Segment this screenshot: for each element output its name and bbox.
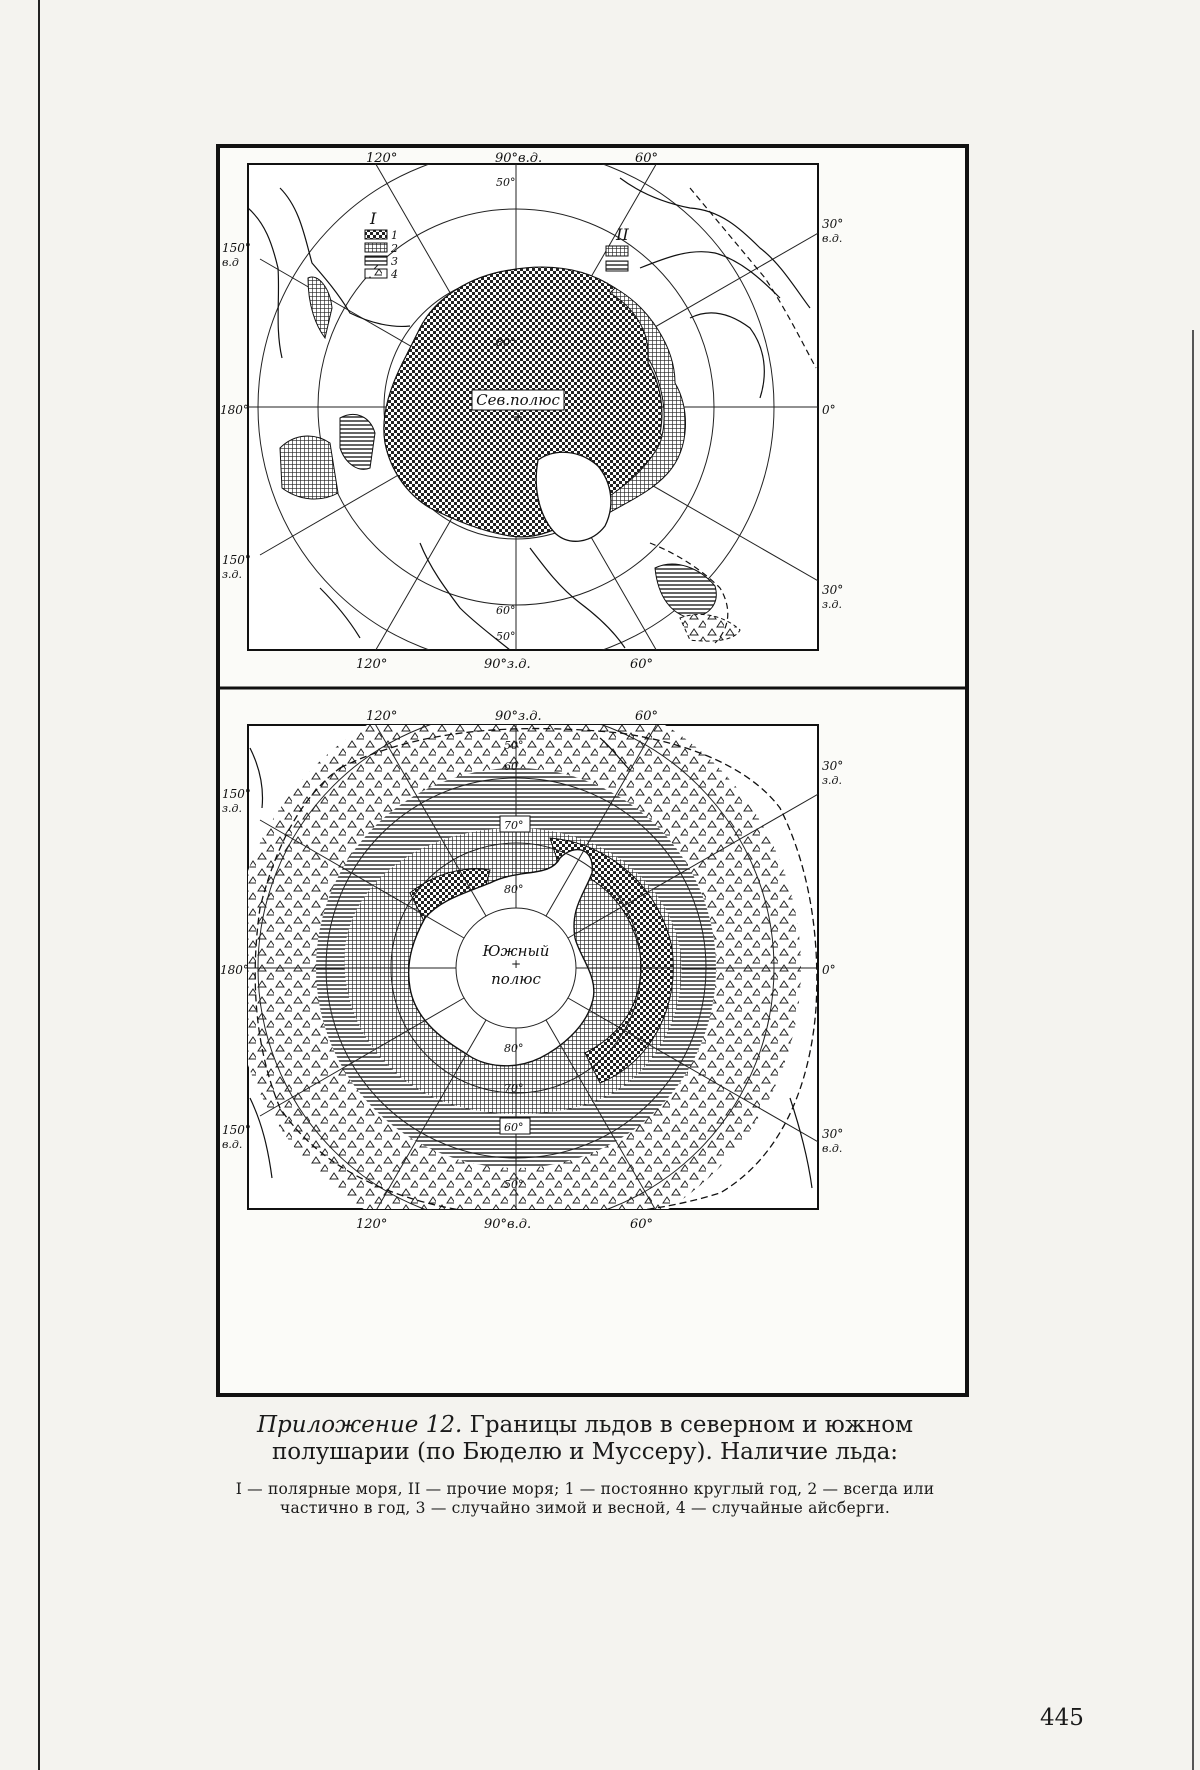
south-right-label: з.д.: [822, 774, 842, 787]
south-bottom-label: 120°: [356, 1217, 388, 1232]
south-lat-label: 60°: [504, 1121, 524, 1134]
south-bottom-label: 60°: [630, 1217, 654, 1232]
north-right-label: 0°: [822, 403, 836, 417]
page-edge-rule: [1192, 330, 1194, 1770]
north-pole-mark: +: [512, 410, 524, 424]
south-lat-label: 80°: [504, 883, 524, 896]
legend-item-1: 1: [391, 229, 398, 242]
page-margin-rule: [38, 0, 40, 1770]
north-left-label: з.д.: [222, 568, 242, 581]
south-lat-label: 80°: [504, 1042, 524, 1055]
north-bottom-label: 120°: [356, 657, 388, 672]
legend-item-3: 3: [391, 255, 398, 268]
south-left-label: в.д.: [222, 1138, 243, 1151]
south-pole-mark: +: [510, 957, 522, 971]
north-bottom-label: 90°з.д.: [484, 657, 531, 672]
south-top-label: 60°: [635, 709, 659, 724]
page-number: 445: [1040, 1705, 1084, 1731]
caption-text: Границы льдов в северном и южном полушарии (по Бюделю и Муссеру). Наличие льда:: [271, 1412, 914, 1465]
north-top-label: 90°в.д.: [495, 151, 543, 166]
north-left-label: в.д: [222, 256, 239, 269]
north-right-label: в.д.: [822, 232, 843, 245]
south-pole-label: полюс: [491, 970, 541, 988]
north-bottom-label: 60°: [630, 657, 654, 672]
north-right-label: з.д.: [822, 598, 842, 611]
legend-group-two: II: [616, 225, 629, 244]
south-top-label: 90°з.д.: [495, 709, 542, 724]
south-map: [231, 683, 830, 1253]
north-top-label: 60°: [635, 151, 659, 166]
south-left-label: 180°: [220, 963, 249, 977]
south-lat-label: 50°: [504, 1178, 524, 1191]
legend-group-one: I: [370, 209, 377, 228]
south-right-label: в.д.: [822, 1142, 843, 1155]
south-lat-label: 70°: [504, 1082, 524, 1095]
legend-item-2: 2: [391, 242, 398, 255]
south-left-label: з.д.: [222, 802, 242, 815]
south-lat-label: 60: [504, 760, 518, 773]
ice-boundaries-figure: [216, 144, 969, 1397]
north-top-label: 120°: [366, 151, 398, 166]
south-bottom-label: 90°в.д.: [484, 1217, 532, 1232]
south-right-label: 0°: [822, 963, 836, 977]
north-right-label: 30°: [822, 583, 844, 597]
north-pole-label: Сев.полюс: [476, 391, 560, 409]
south-right-label: 30°: [822, 759, 844, 773]
north-lat-label: 60°: [496, 604, 516, 617]
maps-svg: [220, 148, 965, 1393]
south-top-label: 120°: [366, 709, 398, 724]
south-lat-label: 50°: [504, 739, 524, 752]
legend-item-4: 4: [391, 268, 398, 281]
figure-caption: [200, 1412, 970, 1466]
north-left-label: 150°: [222, 553, 251, 567]
legend-explanation: I — полярные моря, II — прочие моря; 1 — постоянно круглый год, 2 — всегда или частично в год, 3 — случайно зимой и весной, 4 — случайные айсберги.: [235, 1480, 935, 1517]
north-lat-label: 50°: [496, 176, 516, 189]
south-right-label: 30°: [822, 1127, 844, 1141]
north-left-label: 150°: [222, 241, 251, 255]
caption-lead: Приложение 12.: [256, 1412, 463, 1438]
south-lat-label: 70°: [504, 819, 524, 832]
north-left-label: 180°: [220, 403, 249, 417]
north-map: [240, 148, 830, 668]
south-left-label: 150°: [222, 787, 251, 801]
south-pole-label: Южный: [482, 942, 550, 960]
north-right-label: 30°: [822, 217, 844, 231]
north-lat-label: 80°: [496, 336, 516, 349]
south-left-label: 150°: [222, 1123, 251, 1137]
north-lat-label: 50°: [496, 630, 516, 643]
